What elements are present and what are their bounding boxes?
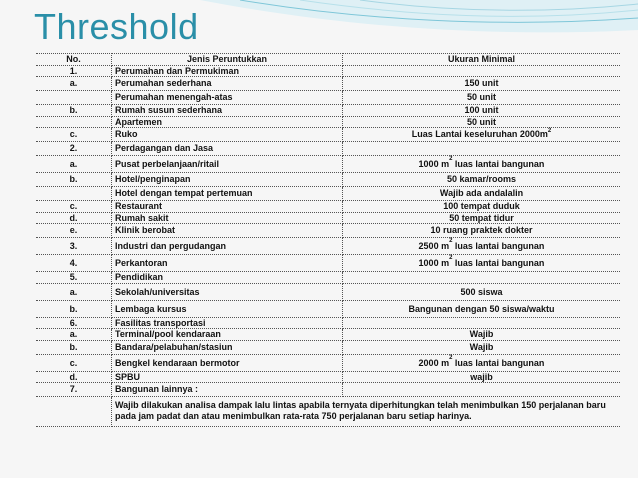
row-no: b.	[36, 105, 112, 117]
table-row	[36, 142, 620, 156]
row-ukuran	[343, 128, 621, 142]
table-row	[36, 329, 620, 341]
header-ukuran: Ukuran Minimal	[343, 54, 621, 66]
row-ukuran	[343, 317, 621, 329]
ukuran-suffix: luas lantai bangunan	[452, 357, 545, 368]
row-ukuran: 100 unit	[343, 105, 621, 117]
table-row	[36, 340, 620, 354]
threshold-table	[36, 53, 620, 427]
table-row	[36, 91, 620, 105]
row-jenis: Sekolah/universitas	[112, 283, 343, 300]
table-body	[36, 65, 620, 397]
row-ukuran	[343, 142, 621, 156]
table-row	[36, 224, 620, 238]
note-no-cell	[36, 397, 112, 427]
row-jenis: Hotel dengan tempat pertemuan	[112, 187, 343, 201]
row-no: c.	[36, 201, 112, 213]
row-jenis: Restaurant	[112, 201, 343, 213]
table-row	[36, 105, 620, 117]
row-no: c.	[36, 354, 112, 371]
table-row	[36, 238, 620, 255]
row-no	[36, 187, 112, 201]
row-ukuran	[343, 354, 621, 371]
row-no: b.	[36, 340, 112, 354]
row-no: c.	[36, 128, 112, 142]
row-no: a.	[36, 283, 112, 300]
row-no: a.	[36, 329, 112, 341]
row-jenis: Bangunan lainnya :	[112, 383, 343, 397]
row-no: a.	[36, 156, 112, 173]
row-ukuran	[343, 156, 621, 173]
ukuran-suffix: luas lantai bangunan	[452, 159, 545, 169]
row-ukuran	[343, 65, 621, 77]
row-no: b.	[36, 173, 112, 187]
ukuran-suffix: luas lantai bangunan	[452, 241, 545, 251]
row-ukuran	[343, 255, 621, 272]
row-jenis: Klinik berobat	[112, 224, 343, 238]
row-ukuran: wajib	[343, 371, 621, 383]
table-row	[36, 128, 620, 142]
row-ukuran: 10 ruang praktek dokter	[343, 224, 621, 238]
table-row	[36, 77, 620, 91]
row-ukuran: Wajib	[343, 340, 621, 354]
row-ukuran	[343, 272, 621, 284]
row-ukuran	[343, 238, 621, 255]
row-no: 7.	[36, 383, 112, 397]
table-row	[36, 65, 620, 77]
ukuran-value: 1000 m	[418, 258, 450, 268]
ukuran-suffix: luas lantai bangunan	[452, 258, 545, 268]
row-jenis: Hotel/penginapan	[112, 173, 343, 187]
row-no: 1.	[36, 65, 112, 77]
row-jenis: Ruko	[112, 128, 343, 142]
row-ukuran: Wajib	[343, 329, 621, 341]
row-no: d.	[36, 371, 112, 383]
row-no: b.	[36, 300, 112, 317]
table-row	[36, 116, 620, 128]
row-ukuran	[343, 383, 621, 397]
row-no: 3.	[36, 238, 112, 255]
row-no	[36, 116, 112, 128]
row-jenis: Pendidikan	[112, 272, 343, 284]
table-row	[36, 201, 620, 213]
ukuran-superscript: 2	[449, 255, 453, 261]
ukuran-superscript: 2	[449, 238, 453, 244]
row-ukuran: 150 unit	[343, 77, 621, 91]
ukuran-value: 2000 m	[418, 357, 450, 368]
row-jenis: Industri dan pergudangan	[112, 238, 343, 255]
row-no	[36, 91, 112, 105]
header-jenis: Jenis Peruntukkan	[112, 54, 343, 66]
row-jenis: Bandara/pelabuhan/stasiun	[112, 340, 343, 354]
row-jenis: Terminal/pool kendaraan	[112, 329, 343, 341]
row-jenis: Pusat perbelanjaan/ritail	[112, 156, 343, 173]
row-ukuran: 50 kamar/rooms	[343, 173, 621, 187]
ukuran-superscript: 2	[449, 354, 453, 361]
row-jenis: Apartemen	[112, 116, 343, 128]
row-no: d.	[36, 212, 112, 224]
ukuran-value: 2500 m	[418, 241, 450, 251]
row-ukuran: Wajib ada andalalin	[343, 187, 621, 201]
row-jenis: Bengkel kendaraan bermotor	[112, 354, 343, 371]
row-jenis: Perumahan dan Permukiman	[112, 65, 343, 77]
table-row	[36, 371, 620, 383]
header-no: No.	[36, 54, 112, 66]
row-no: 6.	[36, 317, 112, 329]
row-jenis: Perumahan menengah-atas	[112, 91, 343, 105]
row-jenis: Fasilitas transportasi	[112, 317, 343, 329]
row-ukuran: 50 unit	[343, 116, 621, 128]
table-row	[36, 383, 620, 397]
row-ukuran: 500 siswa	[343, 283, 621, 300]
row-jenis: SPBU	[112, 371, 343, 383]
table-row	[36, 283, 620, 300]
row-ukuran: 50 tempat tidur	[343, 212, 621, 224]
ukuran-value: Luas Lantai keseluruhan 2000m	[411, 129, 548, 139]
row-jenis: Lembaga kursus	[112, 300, 343, 317]
row-no: 5.	[36, 272, 112, 284]
table-row	[36, 187, 620, 201]
row-ukuran: Bangunan dengan 50 siswa/waktu	[343, 300, 621, 317]
table-row	[36, 317, 620, 329]
table-row	[36, 300, 620, 317]
table-note-row	[36, 397, 620, 427]
table-row	[36, 173, 620, 187]
row-jenis: Perumahan sederhana	[112, 77, 343, 91]
row-no: e.	[36, 224, 112, 238]
table-row	[36, 212, 620, 224]
table-row	[36, 354, 620, 371]
row-jenis: Perdagangan dan Jasa	[112, 142, 343, 156]
ukuran-value: 1000 m	[418, 159, 450, 169]
row-no: 2.	[36, 142, 112, 156]
row-ukuran: 100 tempat duduk	[343, 201, 621, 213]
row-no: a.	[36, 77, 112, 91]
table-row	[36, 156, 620, 173]
row-no: 4.	[36, 255, 112, 272]
row-jenis: Perkantoran	[112, 255, 343, 272]
ukuran-superscript: 2	[449, 156, 453, 162]
row-ukuran: 50 unit	[343, 91, 621, 105]
page-title: Threshold	[34, 6, 199, 47]
table-note: Wajib dilakukan analisa dampak lalu lintas apabila ternyata diperhitungkan telah menimbulkan 150 perjalanan baru pada jam padat dan atau menimbulkan rata-rata 750 perjalanan baru setiap harinya.	[112, 397, 621, 427]
row-jenis: Rumah sakit	[112, 212, 343, 224]
ukuran-superscript: 2	[547, 128, 552, 134]
row-jenis: Rumah susun sederhana	[112, 105, 343, 117]
table-row	[36, 255, 620, 272]
table-header-row	[36, 54, 620, 66]
table-row	[36, 272, 620, 284]
